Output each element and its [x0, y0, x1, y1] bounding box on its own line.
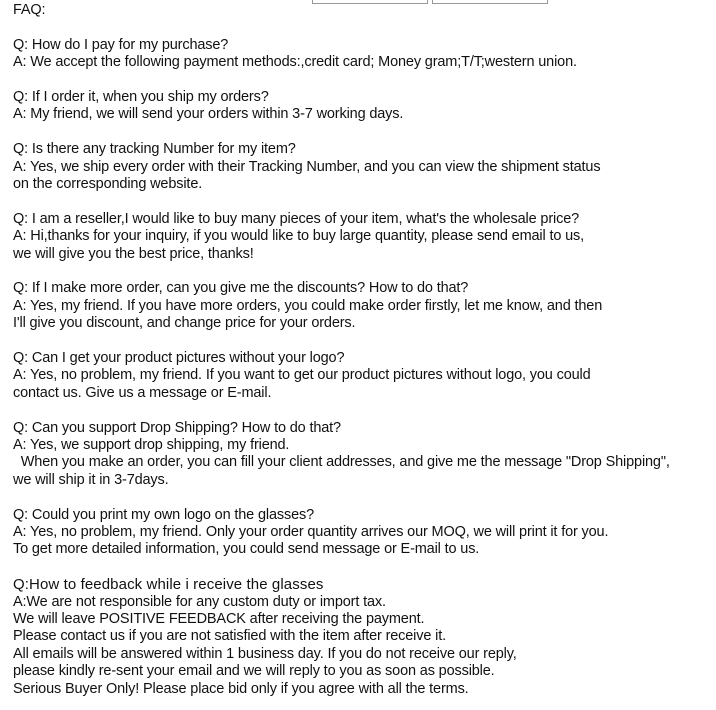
faq-answer-line: we will give you the best price, thanks!: [13, 245, 254, 262]
faq-item-tracking: [13, 141, 708, 193]
faq-answer-line: A: Yes, we ship every order with their Tracking Number, and you can view the shipment status: [13, 158, 601, 175]
faq-answer-line: A: Yes, we support drop shipping, my friend.: [13, 437, 290, 454]
faq-answer-line: I'll give you discount, and change price for your orders.: [13, 315, 356, 332]
faq-question: Q:How to feedback while i receive the glasses: [13, 576, 324, 594]
faq-answer-line: Serious Buyer Only! Please place bid only if you agree with all the terms.: [13, 680, 469, 697]
faq-answer-line: contact us. Give us a message or E-mail.: [13, 384, 272, 401]
faq-question: Q: Is there any tracking Number for my item?: [13, 141, 296, 158]
faq-answer-line: on the corresponding website.: [13, 176, 203, 193]
faq-answer-line: We will leave POSITIVE FEEDBACK after receiving the payment.: [13, 611, 425, 628]
faq-section: [13, 2, 708, 698]
faq-question: Q: Can I get your product pictures without your logo?: [13, 350, 345, 367]
faq-answer-line: A: Hi,thanks for your inquiry, if you would like to buy large quantity, please send email to us,: [13, 228, 585, 245]
faq-item-logo-printing: [13, 507, 708, 559]
faq-question: Q: Can you support Drop Shipping? How to do that?: [13, 419, 341, 436]
faq-answer-line: A: Yes, no problem, my friend. Only your order quantity arrives our MOQ, we will print it for you.: [13, 524, 609, 541]
faq-answer-line: All emails will be answered within 1 business day. If you do not receive our reply,: [13, 645, 517, 662]
faq-item-payment: [13, 37, 708, 72]
faq-answer-line: please kindly re-sent your email and we will reply to you as soon as possible.: [13, 663, 495, 680]
faq-item-pictures: [13, 350, 708, 402]
faq-answer-line: When you make an order, you can fill your client addresses, and give me the message "Drop Shipping",: [13, 454, 670, 471]
faq-answer-line: A:We are not responsible for any custom duty or import tax.: [13, 593, 386, 610]
faq-item-drop-shipping: [13, 420, 708, 490]
faq-question: Q: If I make more order, can you give me the discounts? How to do that?: [13, 280, 469, 297]
faq-question: Q: Could you print my own logo on the glasses?: [13, 506, 314, 523]
faq-item-feedback: [13, 576, 708, 698]
faq-answer-line: A: My friend, we will send your orders within 3-7 working days.: [13, 106, 404, 123]
faq-question: Q: If I order it, when you ship my orders?: [13, 89, 269, 105]
faq-question: Q: How do I pay for my purchase?: [13, 36, 229, 53]
faq-answer-line: Please contact us if you are not satisfied with the item after receive it.: [13, 628, 446, 645]
faq-answer-line: A: We accept the following payment methods:,credit card; Money gram;T/T;western union.: [13, 54, 577, 71]
faq-answer-line: we will ship it in 3-7days.: [13, 471, 169, 488]
faq-title: FAQ:: [13, 2, 46, 18]
faq-answer-line: To get more detailed information, you could send message or E-mail to us.: [13, 541, 480, 558]
faq-question: Q: I am a reseller,I would like to buy many pieces of your item, what's the wholesale price?: [13, 210, 580, 227]
faq-answer-line: A: Yes, no problem, my friend. If you want to get our product pictures without logo, you could: [13, 367, 591, 384]
faq-answer-line: A: Yes, my friend. If you have more orders, you could make order firstly, let me know, and then: [13, 297, 603, 314]
faq-item-wholesale: [13, 211, 708, 263]
faq-item-discounts: [13, 280, 708, 332]
faq-item-shipping-time: [13, 89, 708, 124]
